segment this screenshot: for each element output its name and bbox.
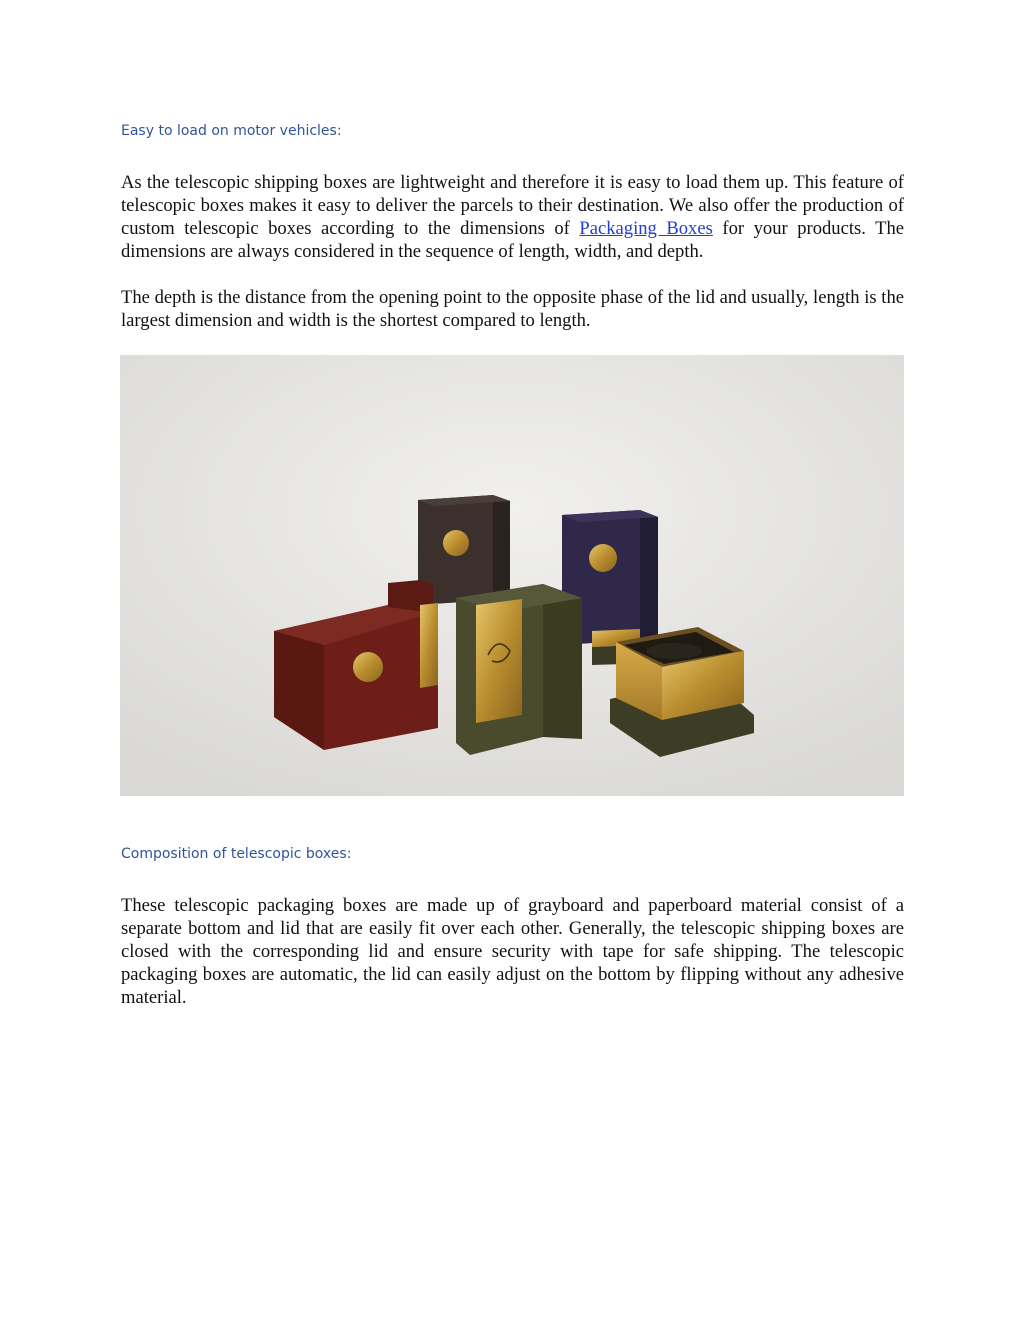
open-gold-box bbox=[610, 627, 754, 757]
olive-box bbox=[456, 584, 582, 755]
paragraph-text-end: for your products. The dimensions are always considered in the sequence of length, width, and depth. bbox=[121, 218, 905, 262]
gold-seal-icon bbox=[589, 544, 617, 572]
section-heading-easy-to-load: Easy to load on motor vehicles: bbox=[121, 123, 342, 139]
paragraph-composition: These telescopic packaging boxes are made up of grayboard and paperboard material consist of a separate bottom and lid that are easily fit over each other. Generally, the telescopic shipping boxes are closed with the corresponding lid and ensure security with tape for safe shipping. The telescopic packaging boxes are automatic, the lid can easily adjust on the bottom by flipping without any adhesive material. bbox=[121, 895, 904, 1008]
paragraph-text-start: As the telescopic shipping boxes are lightweight and therefore it is easy to load them up. This feature of telescopic boxes makes it easy to deliver the parcels to their destination. We also offer the production of custom telescopic boxes according to the dimensions of bbox=[121, 172, 904, 239]
paragraph-lightweight bbox=[121, 171, 904, 263]
gold-seal-icon bbox=[353, 652, 383, 682]
section-heading-composition: Composition of telescopic boxes: bbox=[121, 846, 352, 862]
packaging-boxes-link[interactable]: Packaging Boxes bbox=[579, 218, 713, 239]
gold-seal-icon bbox=[443, 530, 469, 556]
paragraph-depth: The depth is the distance from the opening point to the opposite phase of the lid and usually, length is the largest dimension and width is the shortest compared to length. bbox=[121, 287, 904, 331]
telescopic-boxes-photo bbox=[120, 355, 904, 796]
dark-insert bbox=[646, 643, 702, 659]
